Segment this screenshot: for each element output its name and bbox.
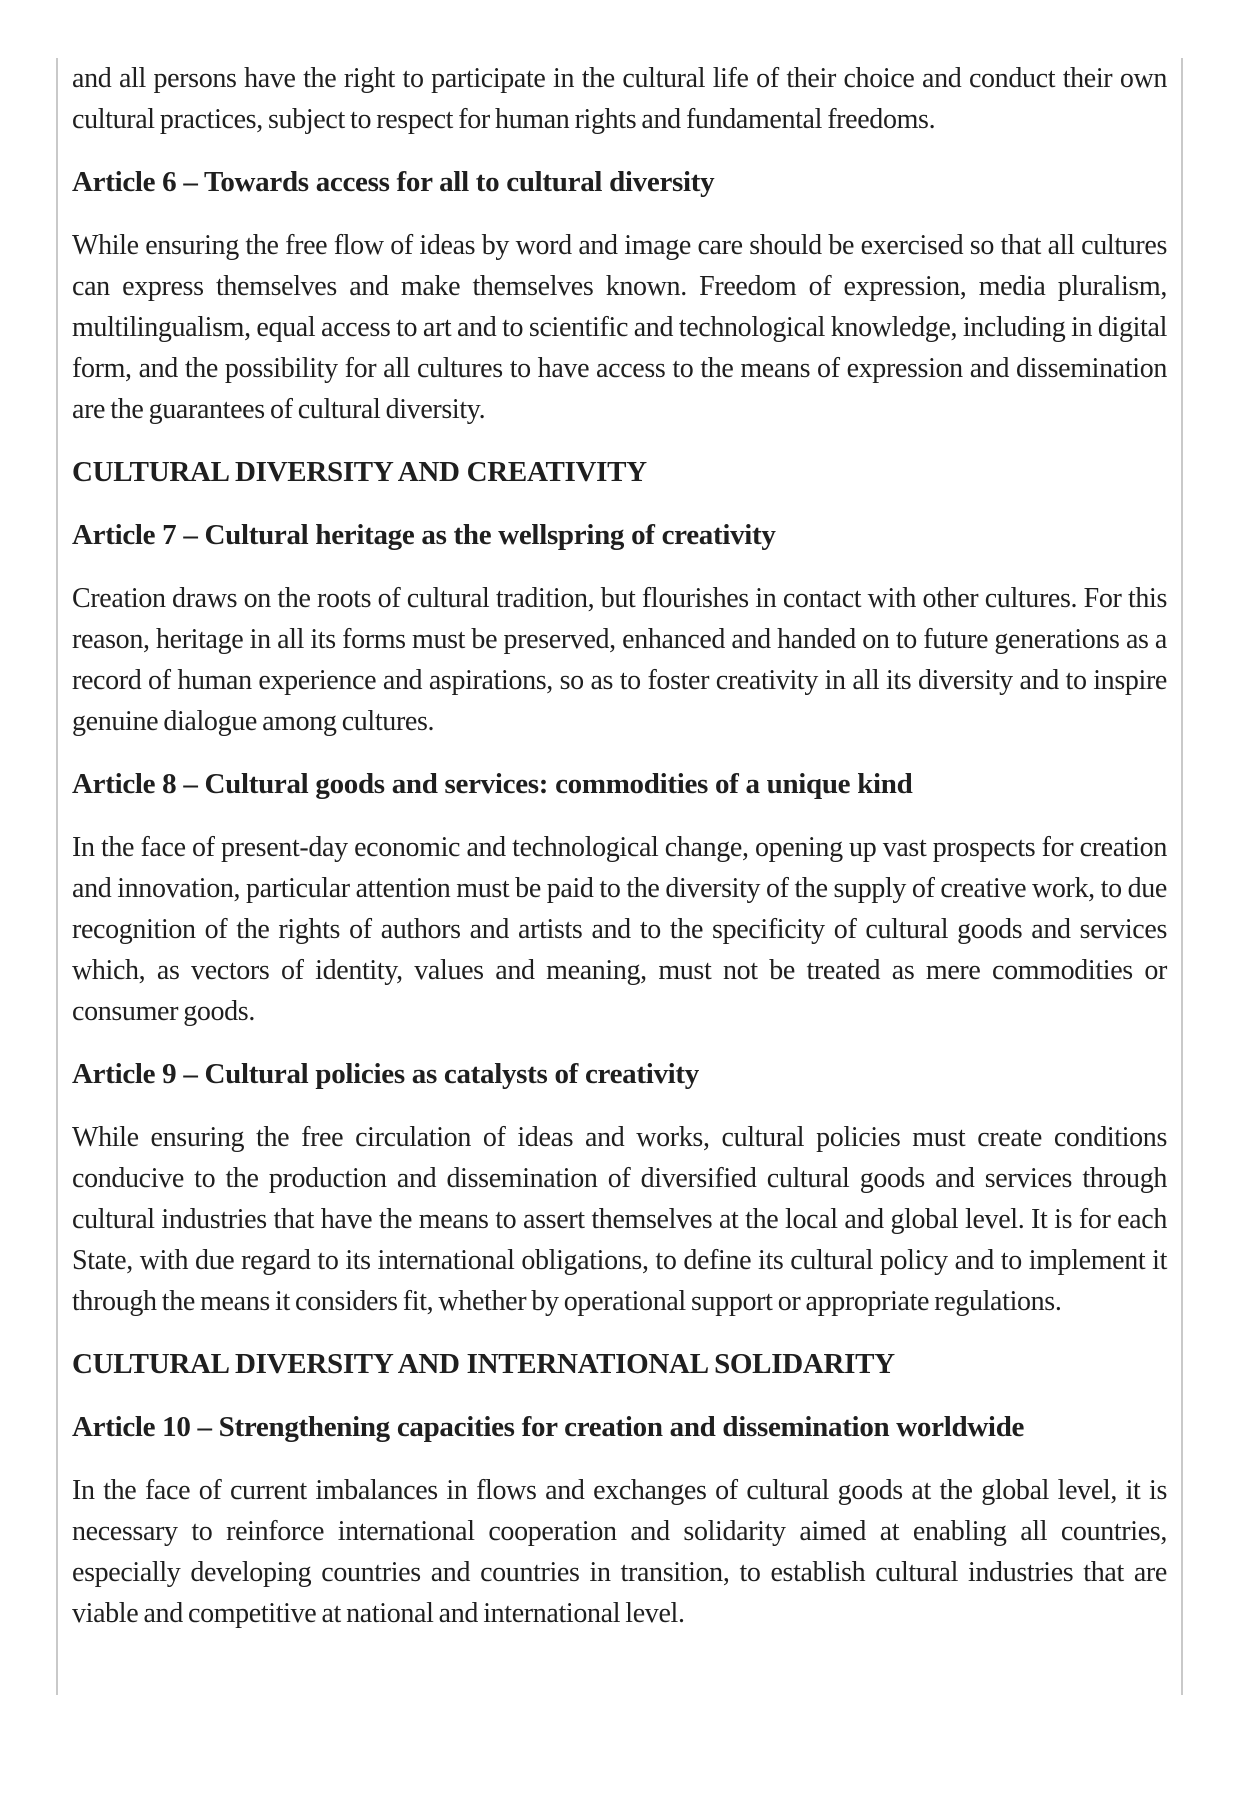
paragraph: While ensuring the free circulation of ideas and works, cultural policies must create conditions conducive to the production and dissemination of diversified cultural goods and services through cultural industries that have the means to assert themselves at the local and global level. It is for each State, with due regard to its international obligations, to define its cultural policy and to implement it through the means it considers fit, whether by operational support or appropriate regulations. [72,1122,1167,1317]
section-heading: CULTURAL DIVERSITY AND CREATIVITY [72,456,647,488]
paragraph: While ensuring the free flow of ideas by word and image care should be exercised so that all cultures can express themselves and make themselves known. Freedom of expression, media pluralism, multilingualism, equal access to art and to scientific and technological knowledge, including in digital form, and the possibility for all cultures to have access to the means of expression and dissemination are the guarantees of cultural diversity. [72,230,1167,425]
paragraph: Creation draws on the roots of cultural tradition, but flourishes in contact with other cultures. For this reason, heritage in all its forms must be preserved, enhanced and handed on to future generations as a record of human experience and aspirations, so as to foster creativity in all its diversity and to inspire genuine dialogue among cultures. [72,583,1167,737]
paragraph: In the face of current imbalances in flows and exchanges of cultural goods at the global level, it is necessary to reinforce international cooperation and solidarity aimed at enabling all countries, especially developing countries and countries in transition, to establish cultural industries that are viable and competitive at national and international level. [72,1475,1167,1629]
paragraph: In the face of present-day economic and technological change, opening up vast prospects for creation and innovation, particular attention must be paid to the diversity of the supply of creative work, to due recognition of the rights of authors and artists and to the specificity of cultural goods and services which, as vectors of identity, values and meaning, must not be treated as mere commodities or consumer goods. [72,832,1167,1027]
document-content [72,58,1167,1634]
article-heading: Article 8 – Cultural goods and services: commodities of a unique kind [72,768,913,800]
section-heading: CULTURAL DIVERSITY AND INTERNATIONAL SOLIDARITY [72,1348,895,1380]
article-heading: Article 10 – Strengthening capacities for creation and dissemination worldwide [72,1411,1025,1443]
article-heading: Article 7 – Cultural heritage as the wellspring of creativity [72,519,776,551]
article-heading: Article 9 – Cultural policies as catalysts of creativity [72,1058,699,1090]
paragraph: and all persons have the right to participate in the cultural life of their choice and conduct their own cultural practices, subject to respect for human rights and fundamental freedoms. [72,63,1167,135]
document-page [56,58,1183,1695]
article-heading: Article 6 – Towards access for all to cultural diversity [72,166,715,198]
